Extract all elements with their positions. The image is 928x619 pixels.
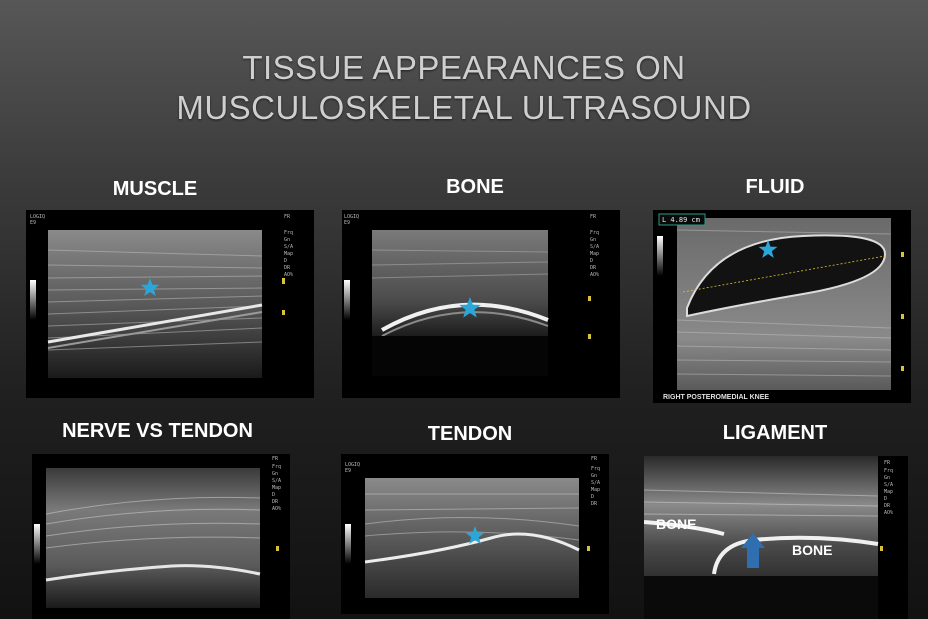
ultrasound-image-tendon [341,454,609,614]
label-bone: BONE [446,176,504,198]
svg-text:D: D [590,258,594,264]
svg-text:S/A: S/A [272,478,282,484]
svg-text:LOGIQ: LOGIQ [345,462,361,468]
ultrasound-image-ligament [644,456,908,619]
svg-text:Frq: Frq [884,468,894,474]
svg-text:Map: Map [591,487,601,493]
svg-text:Map: Map [884,489,894,495]
svg-text:E9: E9 [344,220,351,226]
svg-text:LOGIQ: LOGIQ [30,214,46,220]
svg-text:Gn: Gn [591,473,598,479]
measurement-readout: L 4.89 cm [662,216,700,224]
ultrasound-image-fluid [653,210,911,403]
ultrasound-image-bone [342,210,620,398]
svg-text:S/A: S/A [591,480,601,486]
svg-text:AO%: AO% [284,272,294,278]
svg-text:Gn: Gn [284,237,291,243]
svg-text:DR: DR [590,265,597,271]
svg-text:D: D [591,494,595,500]
svg-text:Map: Map [284,251,294,257]
svg-text:FR: FR [272,456,279,462]
svg-text:AO%: AO% [884,510,894,516]
svg-text:E9: E9 [30,220,37,226]
svg-text:DR: DR [284,265,291,271]
label-tendon: TENDON [427,423,513,445]
svg-text:FR: FR [284,214,291,220]
svg-text:Frq: Frq [591,466,601,472]
svg-text:FR: FR [590,214,597,220]
svg-text:AO%: AO% [272,506,282,512]
svg-text:Map: Map [272,485,282,491]
svg-text:E9: E9 [345,468,352,474]
svg-text:D: D [284,258,288,264]
svg-text:Map: Map [590,251,600,257]
svg-text:FR: FR [884,460,891,466]
svg-text:Gn: Gn [272,471,279,477]
image-caption: RIGHT POSTEROMEDIAL KNEE [663,394,770,401]
svg-text:DR: DR [591,501,598,507]
label-ligament: LIGAMENT [722,422,828,444]
svg-text:Gn: Gn [884,475,891,481]
svg-text:FR: FR [591,456,598,462]
svg-text:Frq: Frq [590,230,600,236]
svg-text:Frq: Frq [272,464,282,470]
svg-text:LOGIQ: LOGIQ [344,214,360,220]
title-line-2: MUSCULOSKELETAL ULTRASOUND [176,89,752,126]
slide-title [0,48,928,128]
svg-text:Frq: Frq [284,230,294,236]
title-line-1: TISSUE APPEARANCES ON [242,49,686,86]
svg-text:Gn: Gn [590,237,597,243]
svg-text:S/A: S/A [590,244,600,250]
label-fluid: FLUID [745,176,805,198]
svg-text:DR: DR [884,503,891,509]
svg-text:S/A: S/A [884,482,894,488]
svg-text:DR: DR [272,499,279,505]
label-muscle: MUSCLE [112,178,198,200]
label-bone-left: BONE [656,516,697,532]
svg-text:D: D [272,492,276,498]
svg-text:D: D [884,496,888,502]
label-nerve-vs-tendon: NERVE VS TENDON [62,420,253,442]
ultrasound-image-nerve-vs-tendon [32,454,290,619]
svg-text:AO%: AO% [590,272,600,278]
svg-text:S/A: S/A [284,244,294,250]
label-bone-right: BONE [792,542,833,558]
ultrasound-image-muscle [26,210,314,398]
